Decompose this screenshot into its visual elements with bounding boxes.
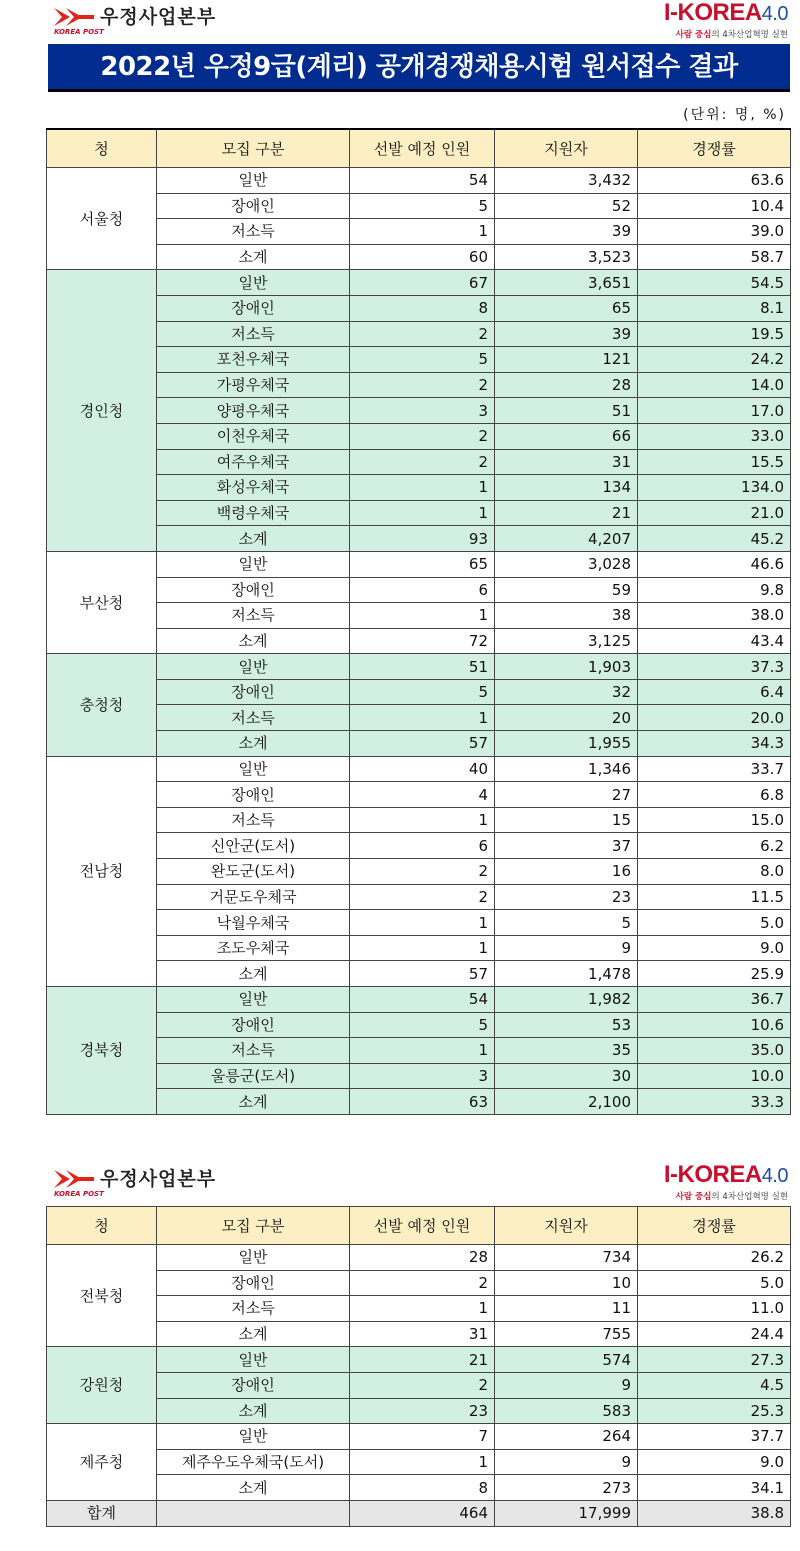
i-korea-logo [664,1162,788,1202]
planned-cell: 67 [350,270,495,296]
applicants-cell: 65 [495,295,638,321]
planned-cell: 3 [350,1063,495,1089]
applicants-cell: 1,955 [495,731,638,757]
page-header-1 [0,0,800,44]
category-cell: 장애인 [157,1012,350,1038]
region-cell: 전남청 [47,756,157,986]
ratio-cell: 39.0 [638,219,791,245]
ratio-cell: 6.4 [638,679,791,705]
table-row [47,1089,791,1115]
table-row [47,731,791,757]
total-applicants-cell: 17,999 [495,1500,638,1526]
table-row [47,577,791,603]
applicants-cell: 66 [495,423,638,449]
planned-cell: 2 [350,884,495,910]
ratio-cell: 8.0 [638,859,791,885]
table-header-row [47,129,791,168]
planned-cell: 5 [350,193,495,219]
ratio-cell: 46.6 [638,551,791,577]
table-row [47,423,791,449]
applicants-cell: 3,651 [495,270,638,296]
slogan-rest: 의 4차산업혁명 실현 [711,30,788,40]
planned-cell: 1 [350,935,495,961]
category-cell: 제주우도우체국(도서) [157,1449,350,1475]
table-row [47,526,791,552]
category-cell: 저소득 [157,807,350,833]
brand-main: I-KOREA [663,0,762,26]
planned-cell: 2 [350,449,495,475]
category-cell: 포천우체국 [157,347,350,373]
category-cell: 가평우체국 [157,372,350,398]
table-row [47,782,791,808]
category-cell: 일반 [157,756,350,782]
ratio-cell: 33.7 [638,756,791,782]
category-cell: 소계 [157,628,350,654]
slogan-red: 사람 중심 [675,30,712,40]
planned-cell: 72 [350,628,495,654]
table-row [47,987,791,1013]
applicants-cell: 1,982 [495,987,638,1013]
table-row [47,168,791,194]
table-row [47,603,791,629]
region-cell: 서울청 [47,168,157,270]
table-row [47,1449,791,1475]
applicants-cell: 37 [495,833,638,859]
page-title: 2022년 우정9급(계리) 공개경쟁채용시험 원서접수 결과 [48,44,790,92]
category-cell: 저소득 [157,603,350,629]
applicants-cell: 39 [495,321,638,347]
total-label-cell: 합계 [47,1500,157,1526]
ratio-cell: 37.7 [638,1424,791,1450]
region-cell: 강원청 [47,1347,157,1424]
table-row [47,475,791,501]
region-cell: 제주청 [47,1424,157,1501]
ratio-cell: 34.3 [638,731,791,757]
table-row [47,372,791,398]
col-header-planned: 선발 예정 인원 [350,1207,495,1245]
category-cell: 여주우체국 [157,449,350,475]
applicants-cell: 734 [495,1245,638,1271]
applicants-cell: 59 [495,577,638,603]
region-cell: 경북청 [47,987,157,1115]
ratio-cell: 34.1 [638,1475,791,1501]
applicants-cell: 27 [495,782,638,808]
planned-cell: 5 [350,347,495,373]
applicants-cell: 35 [495,1038,638,1064]
applicants-cell: 1,903 [495,654,638,680]
planned-cell: 4 [350,782,495,808]
table-row [47,961,791,987]
category-cell: 장애인 [157,782,350,808]
slogan-rest: 의 4차산업혁명 실현 [711,1192,788,1202]
brand-version: 4.0 [761,1165,788,1187]
category-cell: 일반 [157,168,350,194]
total-planned-cell: 464 [350,1500,495,1526]
table-row [47,244,791,270]
ratio-cell: 6.8 [638,782,791,808]
planned-cell: 5 [350,1012,495,1038]
applicants-cell: 3,125 [495,628,638,654]
table-row [47,756,791,782]
ratio-cell: 9.0 [638,1449,791,1475]
applicants-cell: 39 [495,219,638,245]
page-header-2 [0,1162,800,1206]
planned-cell: 23 [350,1398,495,1424]
ratio-cell: 36.7 [638,987,791,1013]
ratio-cell: 37.3 [638,654,791,680]
ratio-cell: 15.0 [638,807,791,833]
table-row [47,679,791,705]
region-cell: 부산청 [47,551,157,653]
category-cell: 조도우체국 [157,935,350,961]
category-cell: 저소득 [157,705,350,731]
total-empty-cell [157,1500,350,1526]
planned-cell: 2 [350,1372,495,1398]
ratio-cell: 45.2 [638,526,791,552]
col-header-ratio: 경쟁률 [638,129,791,168]
ratio-cell: 26.2 [638,1245,791,1271]
planned-cell: 6 [350,833,495,859]
category-cell: 일반 [157,551,350,577]
category-cell: 일반 [157,270,350,296]
results-table-2 [46,1206,791,1527]
ratio-cell: 24.4 [638,1321,791,1347]
ratio-cell: 17.0 [638,398,791,424]
applicants-cell: 15 [495,807,638,833]
table-row [47,807,791,833]
planned-cell: 31 [350,1321,495,1347]
table-header-row [47,1207,791,1245]
planned-cell: 57 [350,961,495,987]
ratio-cell: 21.0 [638,500,791,526]
planned-cell: 1 [350,910,495,936]
table-row [47,1347,791,1373]
category-cell: 백령우체국 [157,500,350,526]
category-cell: 소계 [157,1089,350,1115]
ratio-cell: 43.4 [638,628,791,654]
org-name: 우정사업본부 [100,6,217,28]
planned-cell: 1 [350,807,495,833]
category-cell: 소계 [157,244,350,270]
planned-cell: 1 [350,1296,495,1322]
category-cell: 장애인 [157,193,350,219]
table-row [47,859,791,885]
table-row [47,270,791,296]
category-cell: 거문도우체국 [157,884,350,910]
planned-cell: 1 [350,705,495,731]
category-cell: 소계 [157,1475,350,1501]
category-cell: 화성우체국 [157,475,350,501]
ratio-cell: 10.6 [638,1012,791,1038]
applicants-cell: 2,100 [495,1089,638,1115]
category-cell: 낙월우체국 [157,910,350,936]
ratio-cell: 24.2 [638,347,791,373]
category-cell: 이천우체국 [157,423,350,449]
planned-cell: 1 [350,603,495,629]
table-row [47,1321,791,1347]
table-row [47,219,791,245]
ratio-cell: 9.8 [638,577,791,603]
applicants-cell: 264 [495,1424,638,1450]
ratio-cell: 15.5 [638,449,791,475]
total-row [47,1500,791,1526]
planned-cell: 8 [350,1475,495,1501]
category-cell: 장애인 [157,1372,350,1398]
table-row [47,1012,791,1038]
applicants-cell: 3,432 [495,168,638,194]
ratio-cell: 11.0 [638,1296,791,1322]
col-header-applicants: 지원자 [495,129,638,168]
applicants-cell: 28 [495,372,638,398]
region-cell: 충청청 [47,654,157,756]
planned-cell: 28 [350,1245,495,1271]
planned-cell: 57 [350,731,495,757]
applicants-cell: 51 [495,398,638,424]
table-row [47,1424,791,1450]
table-row [47,295,791,321]
ratio-cell: 27.3 [638,1347,791,1373]
korea-post-emblem-icon [52,1166,96,1192]
org-subname: KOREA POST [54,1190,104,1198]
planned-cell: 3 [350,398,495,424]
slogan-red: 사람 중심 [675,1192,712,1202]
category-cell: 울릉군(도서) [157,1063,350,1089]
applicants-cell: 5 [495,910,638,936]
table-row [47,1372,791,1398]
ratio-cell: 9.0 [638,935,791,961]
region-cell: 전북청 [47,1245,157,1347]
col-header-category: 모집 구분 [157,1207,350,1245]
category-cell: 일반 [157,1424,350,1450]
planned-cell: 93 [350,526,495,552]
table-row [47,321,791,347]
ratio-cell: 25.3 [638,1398,791,1424]
category-cell: 저소득 [157,321,350,347]
applicants-cell: 30 [495,1063,638,1089]
applicants-cell: 3,028 [495,551,638,577]
planned-cell: 1 [350,1449,495,1475]
table-row [47,628,791,654]
category-cell: 일반 [157,1245,350,1271]
applicants-cell: 31 [495,449,638,475]
planned-cell: 5 [350,679,495,705]
category-cell: 소계 [157,961,350,987]
region-cell: 경인청 [47,270,157,552]
ratio-cell: 25.9 [638,961,791,987]
table-row [47,1038,791,1064]
applicants-cell: 1,478 [495,961,638,987]
total-ratio-cell: 38.8 [638,1500,791,1526]
table-row [47,935,791,961]
table-row [47,347,791,373]
category-cell: 소계 [157,526,350,552]
unit-label: (단위: 명, %) [683,107,786,123]
planned-cell: 2 [350,372,495,398]
ratio-cell: 6.2 [638,833,791,859]
ratio-cell: 10.4 [638,193,791,219]
planned-cell: 1 [350,1038,495,1064]
category-cell: 장애인 [157,295,350,321]
brand-main: I-KOREA [663,1161,762,1188]
table-row [47,1398,791,1424]
applicants-cell: 9 [495,1449,638,1475]
category-cell: 저소득 [157,219,350,245]
col-header-category: 모집 구분 [157,129,350,168]
applicants-cell: 9 [495,935,638,961]
applicants-cell: 4,207 [495,526,638,552]
table-row [47,1270,791,1296]
table-row [47,551,791,577]
category-cell: 양평우체국 [157,398,350,424]
ratio-cell: 4.5 [638,1372,791,1398]
planned-cell: 2 [350,1270,495,1296]
planned-cell: 51 [350,654,495,680]
ratio-cell: 134.0 [638,475,791,501]
col-header-region: 청 [47,1207,157,1245]
i-korea-logo [664,0,788,40]
table-row [47,910,791,936]
table-row [47,1296,791,1322]
applicants-cell: 20 [495,705,638,731]
ratio-cell: 33.0 [638,423,791,449]
category-cell: 일반 [157,1347,350,1373]
planned-cell: 60 [350,244,495,270]
category-cell: 장애인 [157,679,350,705]
table-row [47,654,791,680]
ratio-cell: 35.0 [638,1038,791,1064]
planned-cell: 1 [350,219,495,245]
ratio-cell: 38.0 [638,603,791,629]
category-cell: 저소득 [157,1038,350,1064]
planned-cell: 21 [350,1347,495,1373]
table-row [47,449,791,475]
category-cell: 장애인 [157,577,350,603]
applicants-cell: 273 [495,1475,638,1501]
planned-cell: 1 [350,475,495,501]
planned-cell: 2 [350,321,495,347]
korea-post-logo [52,2,252,40]
ratio-cell: 54.5 [638,270,791,296]
col-header-region: 청 [47,129,157,168]
applicants-cell: 574 [495,1347,638,1373]
applicants-cell: 16 [495,859,638,885]
org-name: 우정사업본부 [100,1168,217,1190]
planned-cell: 54 [350,987,495,1013]
category-cell: 장애인 [157,1270,350,1296]
col-header-ratio: 경쟁률 [638,1207,791,1245]
category-cell: 소계 [157,731,350,757]
category-cell: 소계 [157,1321,350,1347]
ratio-cell: 5.0 [638,910,791,936]
table-row [47,705,791,731]
col-header-planned: 선발 예정 인원 [350,129,495,168]
applicants-cell: 38 [495,603,638,629]
ratio-cell: 11.5 [638,884,791,910]
table-row [47,1063,791,1089]
ratio-cell: 19.5 [638,321,791,347]
ratio-cell: 8.1 [638,295,791,321]
table-row [47,500,791,526]
category-cell: 소계 [157,1398,350,1424]
category-cell: 저소득 [157,1296,350,1322]
planned-cell: 54 [350,168,495,194]
category-cell: 완도군(도서) [157,859,350,885]
category-cell: 일반 [157,654,350,680]
planned-cell: 6 [350,577,495,603]
ratio-cell: 10.0 [638,1063,791,1089]
applicants-cell: 53 [495,1012,638,1038]
applicants-cell: 52 [495,193,638,219]
planned-cell: 8 [350,295,495,321]
applicants-cell: 755 [495,1321,638,1347]
applicants-cell: 23 [495,884,638,910]
planned-cell: 1 [350,500,495,526]
ratio-cell: 58.7 [638,244,791,270]
planned-cell: 65 [350,551,495,577]
category-cell: 신안군(도서) [157,833,350,859]
brand-version: 4.0 [761,3,788,25]
org-subname: KOREA POST [54,28,104,36]
applicants-cell: 134 [495,475,638,501]
table-row [47,398,791,424]
applicants-cell: 3,523 [495,244,638,270]
planned-cell: 2 [350,423,495,449]
applicants-cell: 32 [495,679,638,705]
results-table-1 [46,128,791,1115]
planned-cell: 63 [350,1089,495,1115]
col-header-applicants: 지원자 [495,1207,638,1245]
applicants-cell: 11 [495,1296,638,1322]
applicants-cell: 1,346 [495,756,638,782]
table-row [47,1475,791,1501]
applicants-cell: 10 [495,1270,638,1296]
ratio-cell: 20.0 [638,705,791,731]
applicants-cell: 121 [495,347,638,373]
planned-cell: 40 [350,756,495,782]
ratio-cell: 63.6 [638,168,791,194]
korea-post-logo [52,1164,252,1202]
applicants-cell: 9 [495,1372,638,1398]
category-cell: 일반 [157,987,350,1013]
planned-cell: 7 [350,1424,495,1450]
applicants-cell: 583 [495,1398,638,1424]
ratio-cell: 33.3 [638,1089,791,1115]
ratio-cell: 5.0 [638,1270,791,1296]
table-row [47,884,791,910]
ratio-cell: 14.0 [638,372,791,398]
table-row [47,1245,791,1271]
korea-post-emblem-icon [52,4,96,30]
table-row [47,833,791,859]
applicants-cell: 21 [495,500,638,526]
planned-cell: 2 [350,859,495,885]
table-row [47,193,791,219]
